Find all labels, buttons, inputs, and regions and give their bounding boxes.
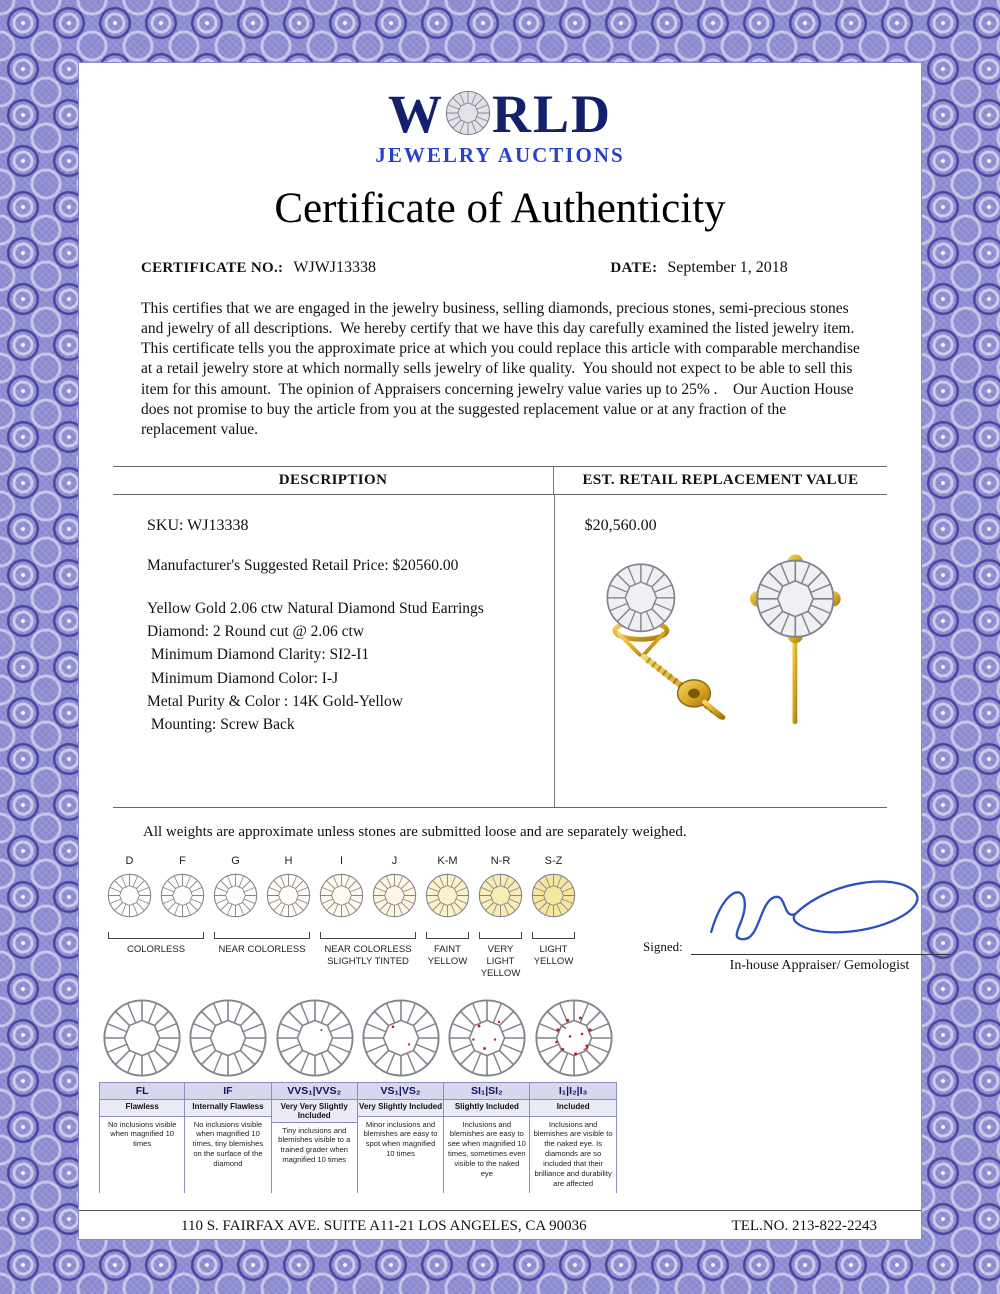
diamond-color-icon bbox=[531, 873, 576, 918]
certificate-content bbox=[78, 62, 922, 1240]
footer bbox=[79, 1210, 921, 1239]
color-grade-label: N-R bbox=[490, 854, 511, 867]
clarity-col-VVS bbox=[272, 994, 358, 1193]
color-group-label: LIGHT YELLOW bbox=[533, 943, 574, 967]
clarity-grade: SI₁|SI₂ bbox=[444, 1082, 530, 1100]
spec-table-header-row bbox=[113, 467, 887, 495]
color-group-label: VERY LIGHT YELLOW bbox=[480, 943, 521, 979]
clarity-name: Included bbox=[530, 1100, 616, 1117]
footer-phone: TEL.NO. 213-822-2243 bbox=[731, 1218, 877, 1234]
signature-line-row bbox=[643, 939, 950, 955]
brand-word-end: RLD bbox=[491, 84, 612, 144]
clarity-diagram-icon bbox=[534, 998, 614, 1078]
signer-title: In-house Appraiser/ Gemologist bbox=[729, 957, 910, 973]
color-group-label: FAINT YELLOW bbox=[427, 943, 468, 967]
value-column-header: EST. RETAIL REPLACEMENT VALUE bbox=[553, 467, 887, 494]
diamond-color-chart bbox=[103, 855, 617, 980]
clarity-grade: IF bbox=[185, 1082, 271, 1100]
diamond-color-icon bbox=[107, 873, 152, 918]
clarity-name: Internally Flawless bbox=[185, 1100, 271, 1117]
color-group-label: COLORLESS bbox=[126, 943, 186, 955]
date-value: September 1, 2018 bbox=[667, 259, 788, 276]
weights-note: All weights are approximate unless stones are submitted loose and are separately weighed. bbox=[143, 823, 687, 840]
color-grade-NR bbox=[474, 855, 527, 923]
clarity-col-IF bbox=[185, 994, 271, 1193]
clarity-description: Tiny inclusions and blemishes visible to a trained grader when magnified 10 times bbox=[272, 1123, 358, 1193]
clarity-name: Slightly Included bbox=[444, 1100, 530, 1117]
description-cell bbox=[113, 495, 554, 807]
clarity-diagram-icon bbox=[275, 998, 355, 1078]
certificate-meta-row bbox=[141, 259, 863, 277]
retail-replacement-value: $20,560.00 bbox=[584, 516, 657, 534]
diamond-color-icon bbox=[478, 873, 523, 918]
clarity-diagram-icon bbox=[188, 998, 268, 1078]
msrp-line: Manufacturer's Suggested Retail Price: $20560.00 bbox=[147, 556, 459, 574]
diamond-color-icon bbox=[319, 873, 364, 918]
clarity-diagram-icon bbox=[361, 998, 441, 1078]
brand-word-start: W bbox=[387, 84, 444, 144]
clarity-name: Flawless bbox=[99, 1100, 185, 1117]
bracket-group bbox=[209, 923, 315, 939]
bracket-group bbox=[527, 923, 580, 939]
bracket-group bbox=[315, 923, 421, 939]
value-cell bbox=[554, 495, 887, 807]
clarity-col-I bbox=[530, 994, 616, 1193]
color-grade-label: F bbox=[179, 854, 186, 867]
certificate-title: Certificate of Authenticity bbox=[274, 185, 726, 232]
clarity-grade: VVS₁|VVS₂ bbox=[272, 1082, 358, 1100]
color-grade-D bbox=[103, 855, 156, 923]
clarity-diagram-icon bbox=[447, 998, 527, 1078]
clarity-description: Inclusions and blemishes are visible to the naked eye. Is diamonds are so included that their brilliance and durability are affected bbox=[530, 1117, 616, 1193]
certificate-no-label: CERTIFICATE NO.: bbox=[141, 260, 284, 276]
description-line: Mounting: Screw Back bbox=[147, 716, 295, 734]
description-line: Minimum Diamond Color: I-J bbox=[147, 669, 339, 687]
color-group-label: NEAR COLORLESS bbox=[218, 943, 306, 955]
charts-and-signature bbox=[99, 854, 910, 1193]
charts-column bbox=[99, 855, 617, 1193]
signature-line bbox=[691, 940, 950, 955]
earrings-product-image bbox=[576, 537, 866, 759]
certificate-no-value: WJWJ13338 bbox=[293, 259, 376, 276]
diamond-color-icon bbox=[425, 873, 470, 918]
color-grade-F bbox=[156, 855, 209, 923]
clarity-col-VS bbox=[358, 994, 444, 1193]
brand-logo bbox=[79, 84, 921, 168]
color-grade-label: I bbox=[339, 854, 344, 867]
color-group-labels bbox=[103, 939, 617, 980]
clarity-col-FL bbox=[99, 994, 185, 1193]
description-line: Metal Purity & Color : 14K Gold-Yellow bbox=[147, 692, 403, 710]
clarity-description: No inclusions visible when magnified 10 times, tiny blemishes on the surface of the diamond bbox=[185, 1117, 271, 1193]
description-column-header: DESCRIPTION bbox=[278, 471, 388, 488]
certificate-date bbox=[610, 259, 863, 277]
sku-line: SKU: WJ13338 bbox=[147, 516, 249, 534]
color-grade-J bbox=[368, 855, 421, 923]
color-grade-label: G bbox=[231, 854, 240, 867]
color-group-brackets bbox=[103, 923, 617, 939]
signed-label: Signed: bbox=[643, 938, 683, 954]
color-grade-G bbox=[209, 855, 262, 923]
left-earring bbox=[607, 564, 723, 717]
bracket-group bbox=[474, 923, 527, 939]
description-line: Minimum Diamond Clarity: SI2-I1 bbox=[147, 646, 370, 664]
brand-wordmark bbox=[79, 84, 921, 144]
right-earring bbox=[750, 554, 841, 724]
diamond-color-icon bbox=[213, 873, 258, 918]
color-grade-I bbox=[315, 855, 368, 923]
diamond-color-icon bbox=[372, 873, 417, 918]
clarity-description: No inclusions visible when magnified 10 times bbox=[99, 1117, 185, 1193]
item-spec-table bbox=[113, 466, 887, 808]
clarity-grade: FL bbox=[99, 1082, 185, 1100]
certificate-number bbox=[141, 259, 610, 277]
signature-area bbox=[617, 855, 950, 1193]
color-grade-label: K-M bbox=[437, 854, 458, 867]
clarity-col-SI bbox=[444, 994, 530, 1193]
color-grade-KM bbox=[421, 855, 474, 923]
description-line: Yellow Gold 2.06 ctw Natural Diamond Stud Earrings bbox=[147, 599, 484, 617]
footer-address: 110 S. FAIRFAX AVE. SUITE A11-21 LOS ANGELES, CA 90036 bbox=[181, 1218, 587, 1234]
clarity-name: Very Very Slightly Included bbox=[272, 1100, 358, 1123]
clarity-grade: I₁|I₂|I₃ bbox=[530, 1082, 616, 1100]
clarity-name: Very Slightly Included bbox=[358, 1100, 444, 1117]
certification-paragraph: This certifies that we are engaged in the jewelry business, selling diamonds, precious stones, semi-precious stones and jewelry of all descriptions. We hereby certify that we have this day carefully examined the listed jewelry item. This certificate tells you the approximate price at which you could replace this article with comparable merchandise at a retail jewelry store at which normally sells jewelry of like quality. You should not expect to be able to sell this item for this amount. The opinion of Appraisers concerning jewelry value varies up to 25% . Our Auction House does not promise to buy the article from you at the suggested replacement value or at any fraction of the replacement value. bbox=[141, 300, 864, 438]
diamond-gem-icon bbox=[445, 90, 491, 136]
color-grade-label: S-Z bbox=[544, 854, 563, 867]
clarity-grade: VS₁|VS₂ bbox=[358, 1082, 444, 1100]
date-label: DATE: bbox=[610, 260, 658, 276]
description-line: Diamond: 2 Round cut @ 2.06 ctw bbox=[147, 623, 365, 641]
spec-table-body-row bbox=[113, 495, 887, 807]
color-grade-H bbox=[262, 855, 315, 923]
clarity-description: Minor inclusions and blemishes are easy to spot when magnified 10 times bbox=[358, 1117, 444, 1193]
diamond-clarity-chart bbox=[99, 994, 617, 1193]
color-grade-label: H bbox=[284, 854, 293, 867]
diamond-color-icon bbox=[266, 873, 311, 918]
color-grade-row bbox=[103, 855, 617, 923]
color-grade-SZ bbox=[527, 855, 580, 923]
diamond-color-icon bbox=[160, 873, 205, 918]
bracket-group bbox=[103, 923, 209, 939]
item-description bbox=[147, 597, 544, 737]
color-grade-label: D bbox=[125, 854, 134, 867]
clarity-diagram-icon bbox=[102, 998, 182, 1078]
color-grade-label: J bbox=[391, 854, 398, 867]
bracket-group bbox=[421, 923, 474, 939]
clarity-description: Inclusions and blemishes are easy to see when magnified 10 times, sometimes even visible to the naked eye bbox=[444, 1117, 530, 1193]
color-group-label: NEAR COLORLESS SLIGHTLY TINTED bbox=[324, 943, 412, 967]
brand-subtitle: JEWELRY AUCTIONS bbox=[375, 143, 625, 167]
